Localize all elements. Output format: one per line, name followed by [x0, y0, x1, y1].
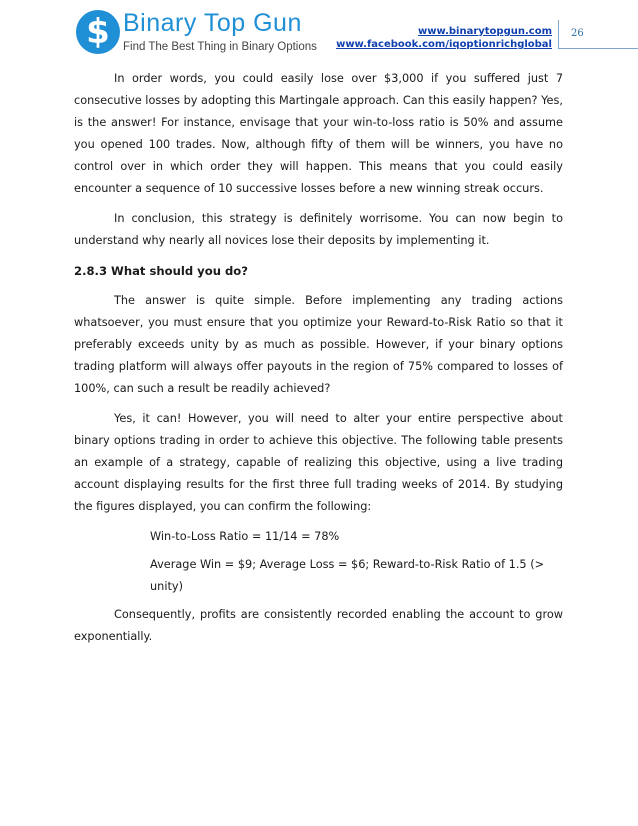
logo: [76, 9, 317, 58]
paragraph-answer: The answer is quite simple. Before implementing any trading actions whatsoever, you must ensure that you optimize your Reward-to-Risk Ratio so that it preferably exceeds unity by as much as possible. However, if your binary options trading platform will always offer payouts in the region of 75% compared to losses of 100%, can such a result be readily achieved?: [74, 294, 563, 395]
dollar-icon: $: [76, 10, 120, 54]
page-header: [0, 0, 638, 62]
page-number-box: [558, 20, 638, 49]
page-number: 26: [571, 28, 584, 39]
logo-title: Binary Top Gun: [123, 9, 302, 37]
facebook-link[interactable]: www.facebook.com/iqoptionrichglobal: [336, 39, 552, 50]
header-links: [336, 25, 552, 51]
paragraph-conclusion: In conclusion, this strategy is definitely worrisome. You can now begin to understand why nearly all novices lose their deposits by implementing it.: [74, 212, 563, 247]
section-heading: 2.8.3 What should you do?: [74, 264, 248, 278]
paragraph-consequently: Consequently, profits are consistently recorded enabling the account to grow exponentially.: [74, 608, 563, 643]
reward-risk-ratio: Average Win = $9; Average Loss = $6; Reward-to-Risk Ratio of 1.5 (> unity): [150, 558, 545, 593]
logo-tagline: Find The Best Thing in Binary Options: [123, 41, 317, 53]
page-content: [74, 68, 563, 656]
paragraph-perspective: Yes, it can! However, you will need to alter your entire perspective about binary options trading in order to achieve this objective. The following table presents an example of a strategy, capable of realizing this objective, using a live trading account displaying results for the first three full trading weeks of 2014. By studying the figures displayed, you can confirm the following:: [74, 412, 563, 513]
win-loss-ratio: Win-to-Loss Ratio = 11/14 = 78%: [150, 530, 340, 543]
paragraph-martingale-losses: In order words, you could easily lose over $3,000 if you suffered just 7 consecutive losses by adopting this Martingale approach. Can this easily happen? Yes, is the answer! For instance, envisage that your win-to-loss ratio is 50% and assume you opened 100 trades. Now, although fifty of them will be winners, you have no control over in which order they will happen. This means that you could easily encounter a sequence of 10 successive losses before a new winning streak occurs.: [74, 72, 563, 195]
website-link[interactable]: www.binarytopgun.com: [418, 26, 552, 37]
